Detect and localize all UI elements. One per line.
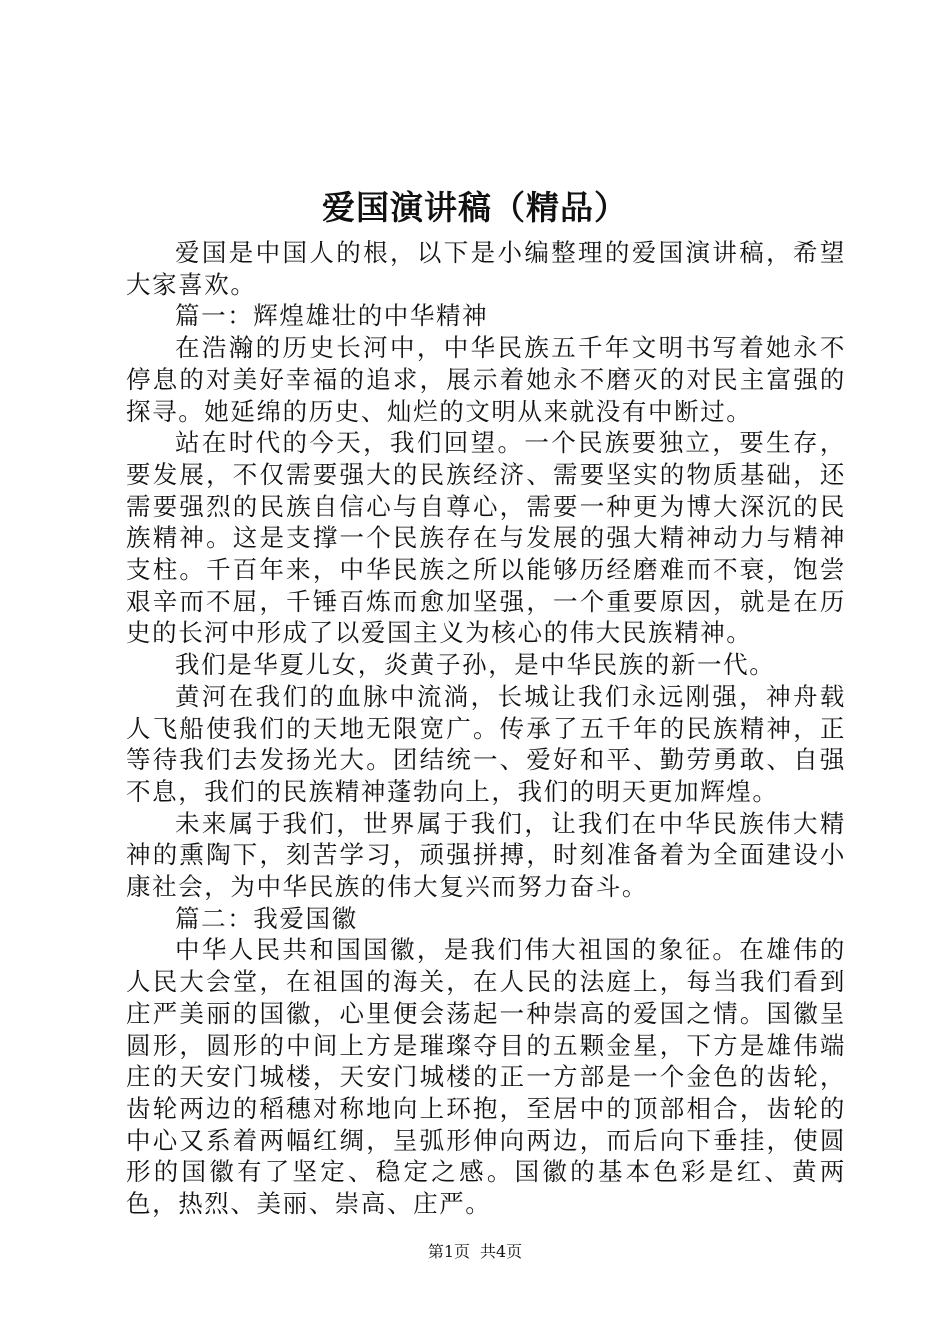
body-paragraph: 我们是华夏儿女，炎黄子孙，是中华民族的新一代。 (175, 650, 776, 680)
page-total: 共4页 (480, 1242, 523, 1261)
body-paragraph: 未来属于我们，世界属于我们，让我们在中华民族伟大精神的熏陶下，刻苦学习，顽强拼搏，时刻准备着为全面建设小康社会，为中华民族的伟大复兴而努力奋斗。 (126, 808, 846, 902)
document-title: 爱国演讲稿（精品） (322, 188, 628, 227)
section-heading-one: 篇一：辉煌雄壮的中华精神 (175, 301, 489, 331)
section-heading-two: 篇二：我爱国徽 (175, 903, 358, 933)
body-paragraph: 在浩瀚的历史长河中，中华民族五千年文明书写着她永不停息的对美好幸福的追求，展示着她永不磨灭的对民主富强的探寻。她延绵的历史、灿烂的文明从来就没有中断过。 (126, 333, 846, 426)
intro-paragraph: 爱国是中国人的根，以下是小编整理的爱国演讲稿，希望大家喜欢。 (126, 238, 846, 299)
body-paragraph: 中华人民共和国国徽，是我们伟大祖国的象征。在雄伟的人民大会堂，在祖国的海关，在人民的法庭上，每当我们看到庄严美丽的国徽，心里便会荡起一种崇高的爱国之情。国徽呈圆形，圆形的中间上方是璀璨夺目的五颗金星，下方是雄伟端庄的天安门城楼，天安门城楼的正一方部是一个金色的齿轮，齿轮两边的稻穗对称地向上环抱，至居中的顶部相合，齿轮的中心又系着两幅红绸，呈弧形伸向两边，而后向下垂挂，使圆形的国徽有了坚定、稳定之感。国徽的基本色彩是红、黄两色，热烈、美丽、崇高、庄严。 (126, 935, 846, 1219)
page-footer (0, 1242, 950, 1262)
document-body (126, 237, 846, 1220)
body-paragraph: 黄河在我们的血脉中流淌，长城让我们永远刚强，神舟载人飞船使我们的天地无限宽广。传承了五千年的民族精神，正等待我们去发扬光大。团结统一、爱好和平、勤劳勇敢、自强不息，我们的民族精神蓬勃向上，我们的明天更加辉煌。 (126, 681, 846, 806)
body-paragraph: 站在时代的今天，我们回望。一个民族要独立，要生存，要发展，不仅需要强大的民族经济、需要坚实的物质基础，还需要强烈的民族自信心与自尊心，需要一种更为博大深沉的民族精神。这是支撑一个民族存在与发展的强大精神动力与精神支柱。千百年来，中华民族之所以能够历经磨难而不衰，饱尝艰辛而不屈，千锤百炼而愈加坚强，一个重要原因，就是在历史的长河中形成了以爱国主义为核心的伟大民族精神。 (126, 428, 846, 648)
page-number: 第1页 (427, 1242, 470, 1261)
